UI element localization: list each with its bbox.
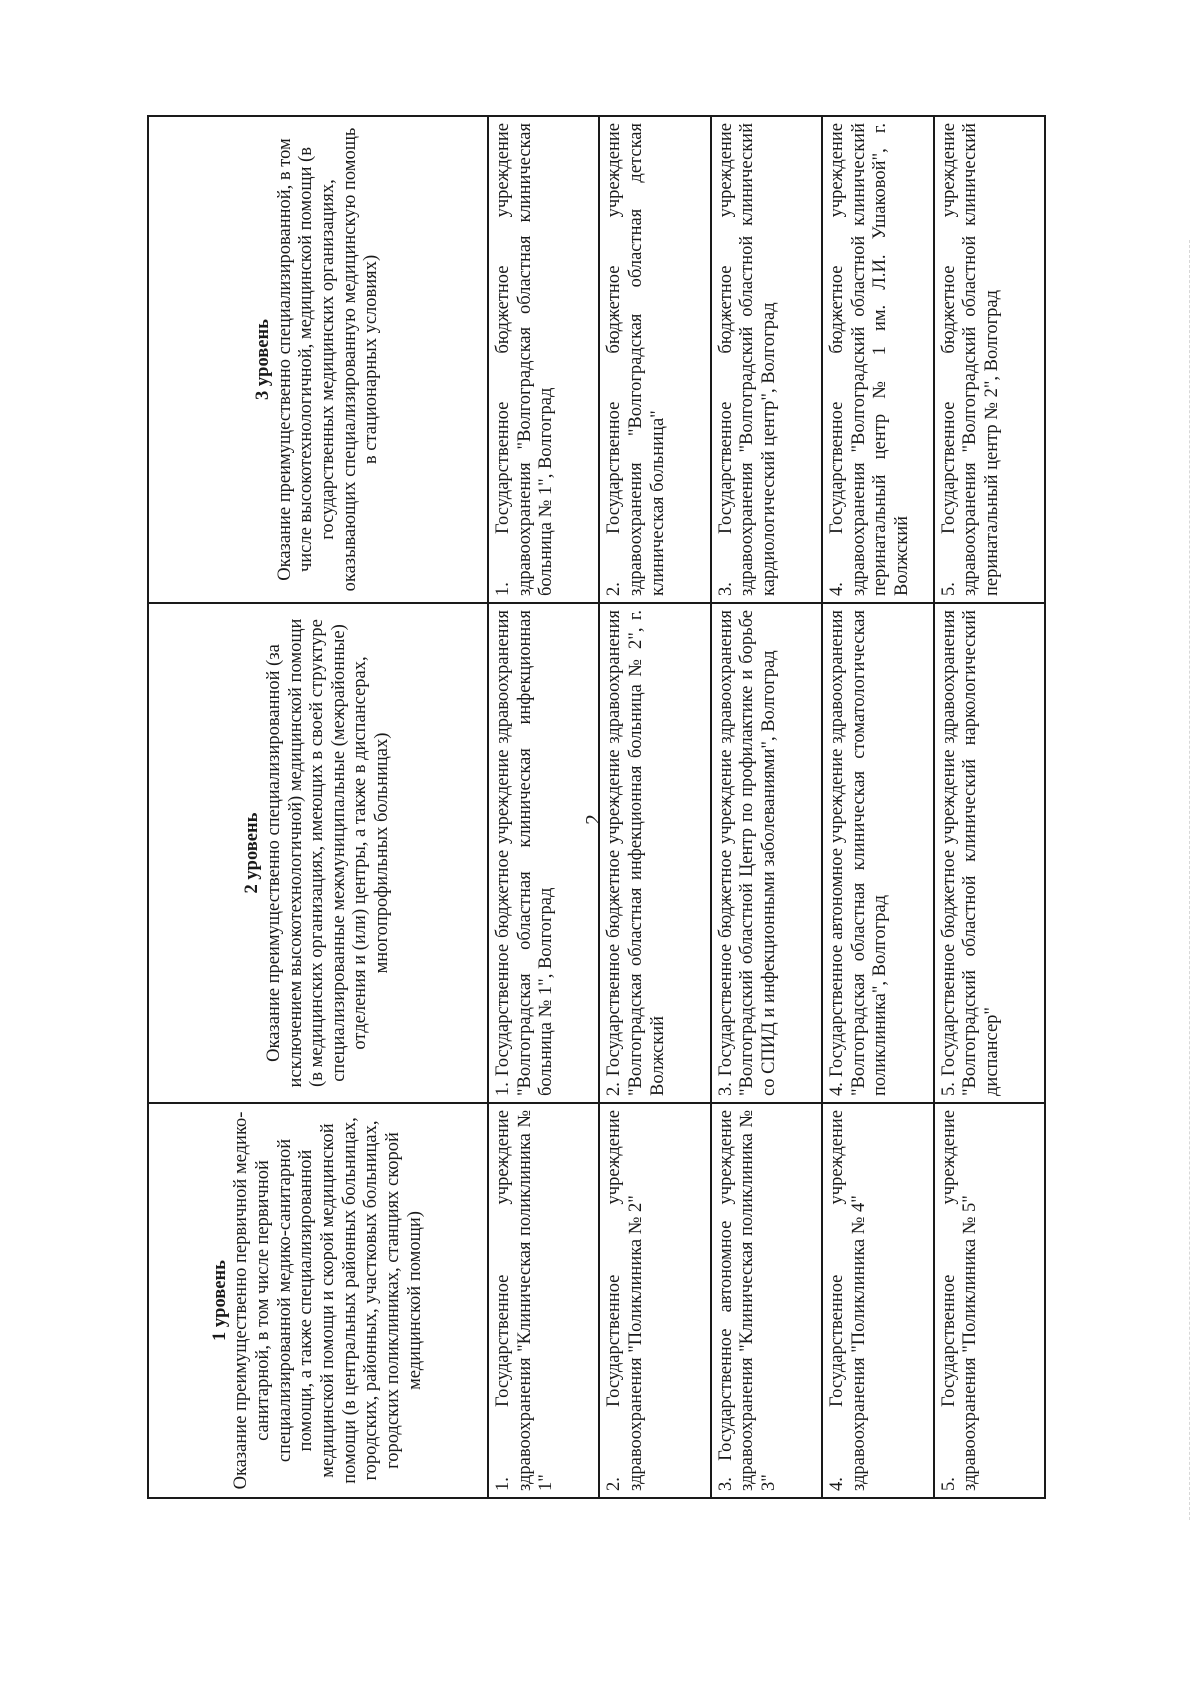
header-level-2-title: 2 уровень <box>242 812 263 894</box>
table-cell-level-1: 4. Государственное учреждение здравоохранения "Поликлиника № 4" <box>822 1103 933 1498</box>
table-cell-level-3: 5. Государственное бюджетное учреждение здравоохранения "Волгоградский областной клинический перинатальный центр № 2", Волгоград <box>934 116 1045 603</box>
table-cell-level-2: 3. Государственное бюджетное учреждение здравоохранения "Волгоградский областной Центр по профилактике и борьбе со СПИД и инфекционными заболеваниями", Волгоград <box>711 603 822 1103</box>
table-cell-level-3: 2. Государственное бюджетное учреждение здравоохранения "Волгоградская областная детская клиническая больница" <box>599 116 710 603</box>
header-level-3 <box>148 116 488 603</box>
header-level-1 <box>148 1103 488 1498</box>
header-level-1-text: Оказание преимущественно первичной медико-санитарной, в том числе первичной специализированной медико-санитарной помощи, а также специализированной медицинской помощи и скорой медицинской помощи (в центральных районных больницах, городских, районных, участковых больницах, городских поликлиниках, станциях скорой медицинской помощи) <box>231 1111 425 1490</box>
table-rotated-container <box>147 117 1046 1499</box>
header-level-2 <box>148 603 488 1103</box>
table-cell-level-2: 1. Государственное бюджетное учреждение здравоохранения "Волгоградская областная клиническая инфекционная больница № 1", Волгоград <box>488 603 599 1103</box>
scan-edge-mark <box>1188 240 1190 1520</box>
table-row <box>599 116 710 1498</box>
table-cell-level-2: 5. Государственное бюджетное учреждение здравоохранения "Волгоградский областной клинический наркологический диспансер" <box>934 603 1045 1103</box>
table-cell-level-2: 2. Государственное бюджетное учреждение здравоохранения "Волгоградская областная инфекционная больница № 2", г. Волжский <box>599 603 710 1103</box>
table-row <box>488 116 599 1498</box>
levels-table-wrapper <box>147 117 1046 1499</box>
header-level-3-title: 3 уровень <box>253 319 274 400</box>
medical-levels-table <box>147 115 1046 1499</box>
table-cell-level-3: 4. Государственное бюджетное учреждение здравоохранения "Волгоградский областной клинический перинатальный центр № 1 им. Л.И. Ушаковой", г. Волжский <box>822 116 933 603</box>
table-row <box>934 116 1045 1498</box>
header-row <box>148 116 488 1498</box>
table-cell-level-1: 1. Государственное учреждение здравоохранения "Клиническая поликлиника № 1" <box>488 1103 599 1498</box>
header-level-2-text: Оказание преимущественно специализированной (за исключением высокотехнологичной) медицинской помощи (в медицинских организациях, имеющих в своей структуре специализированные межмуниципальные (межрайонные) отделения и (или) центры, а также в диспансерах, многопрофильных больницах) <box>263 618 393 1088</box>
header-level-3-text: Оказание преимущественно специализированной, в том числе высокотехнологичной, медицинской помощи (в государственных медицинских организациях, оказывающих специализированную медицинскую помощь в стационарных условиях) <box>274 127 382 592</box>
table-cell-level-1: 5. Государственное учреждение здравоохранения "Поликлиника № 5" <box>934 1103 1045 1498</box>
table-row <box>822 116 933 1498</box>
table-cell-level-2: 4. Государственное автономное учреждение здравоохранения "Волгоградская областная клиническая стоматологическая поликлиника", Волгоград <box>822 603 933 1103</box>
table-cell-level-3: 3. Государственное бюджетное учреждение здравоохранения "Волгоградский областной клинический кардиологический центр", Волгоград <box>711 116 822 603</box>
header-level-1-title: 1 уровень <box>209 1260 230 1341</box>
table-cell-level-3: 1. Государственное бюджетное учреждение здравоохранения "Волгоградская областная клиническая больница № 1", Волгоград <box>488 116 599 603</box>
table-cell-level-1: 3. Государственное автономное учреждение здравоохранения "Клиническая поликлиника № 3" <box>711 1103 822 1498</box>
page-number: 2 <box>580 814 605 825</box>
table-row <box>711 116 822 1498</box>
table-cell-level-1: 2. Государственное учреждение здравоохранения "Поликлиника № 2" <box>599 1103 710 1498</box>
